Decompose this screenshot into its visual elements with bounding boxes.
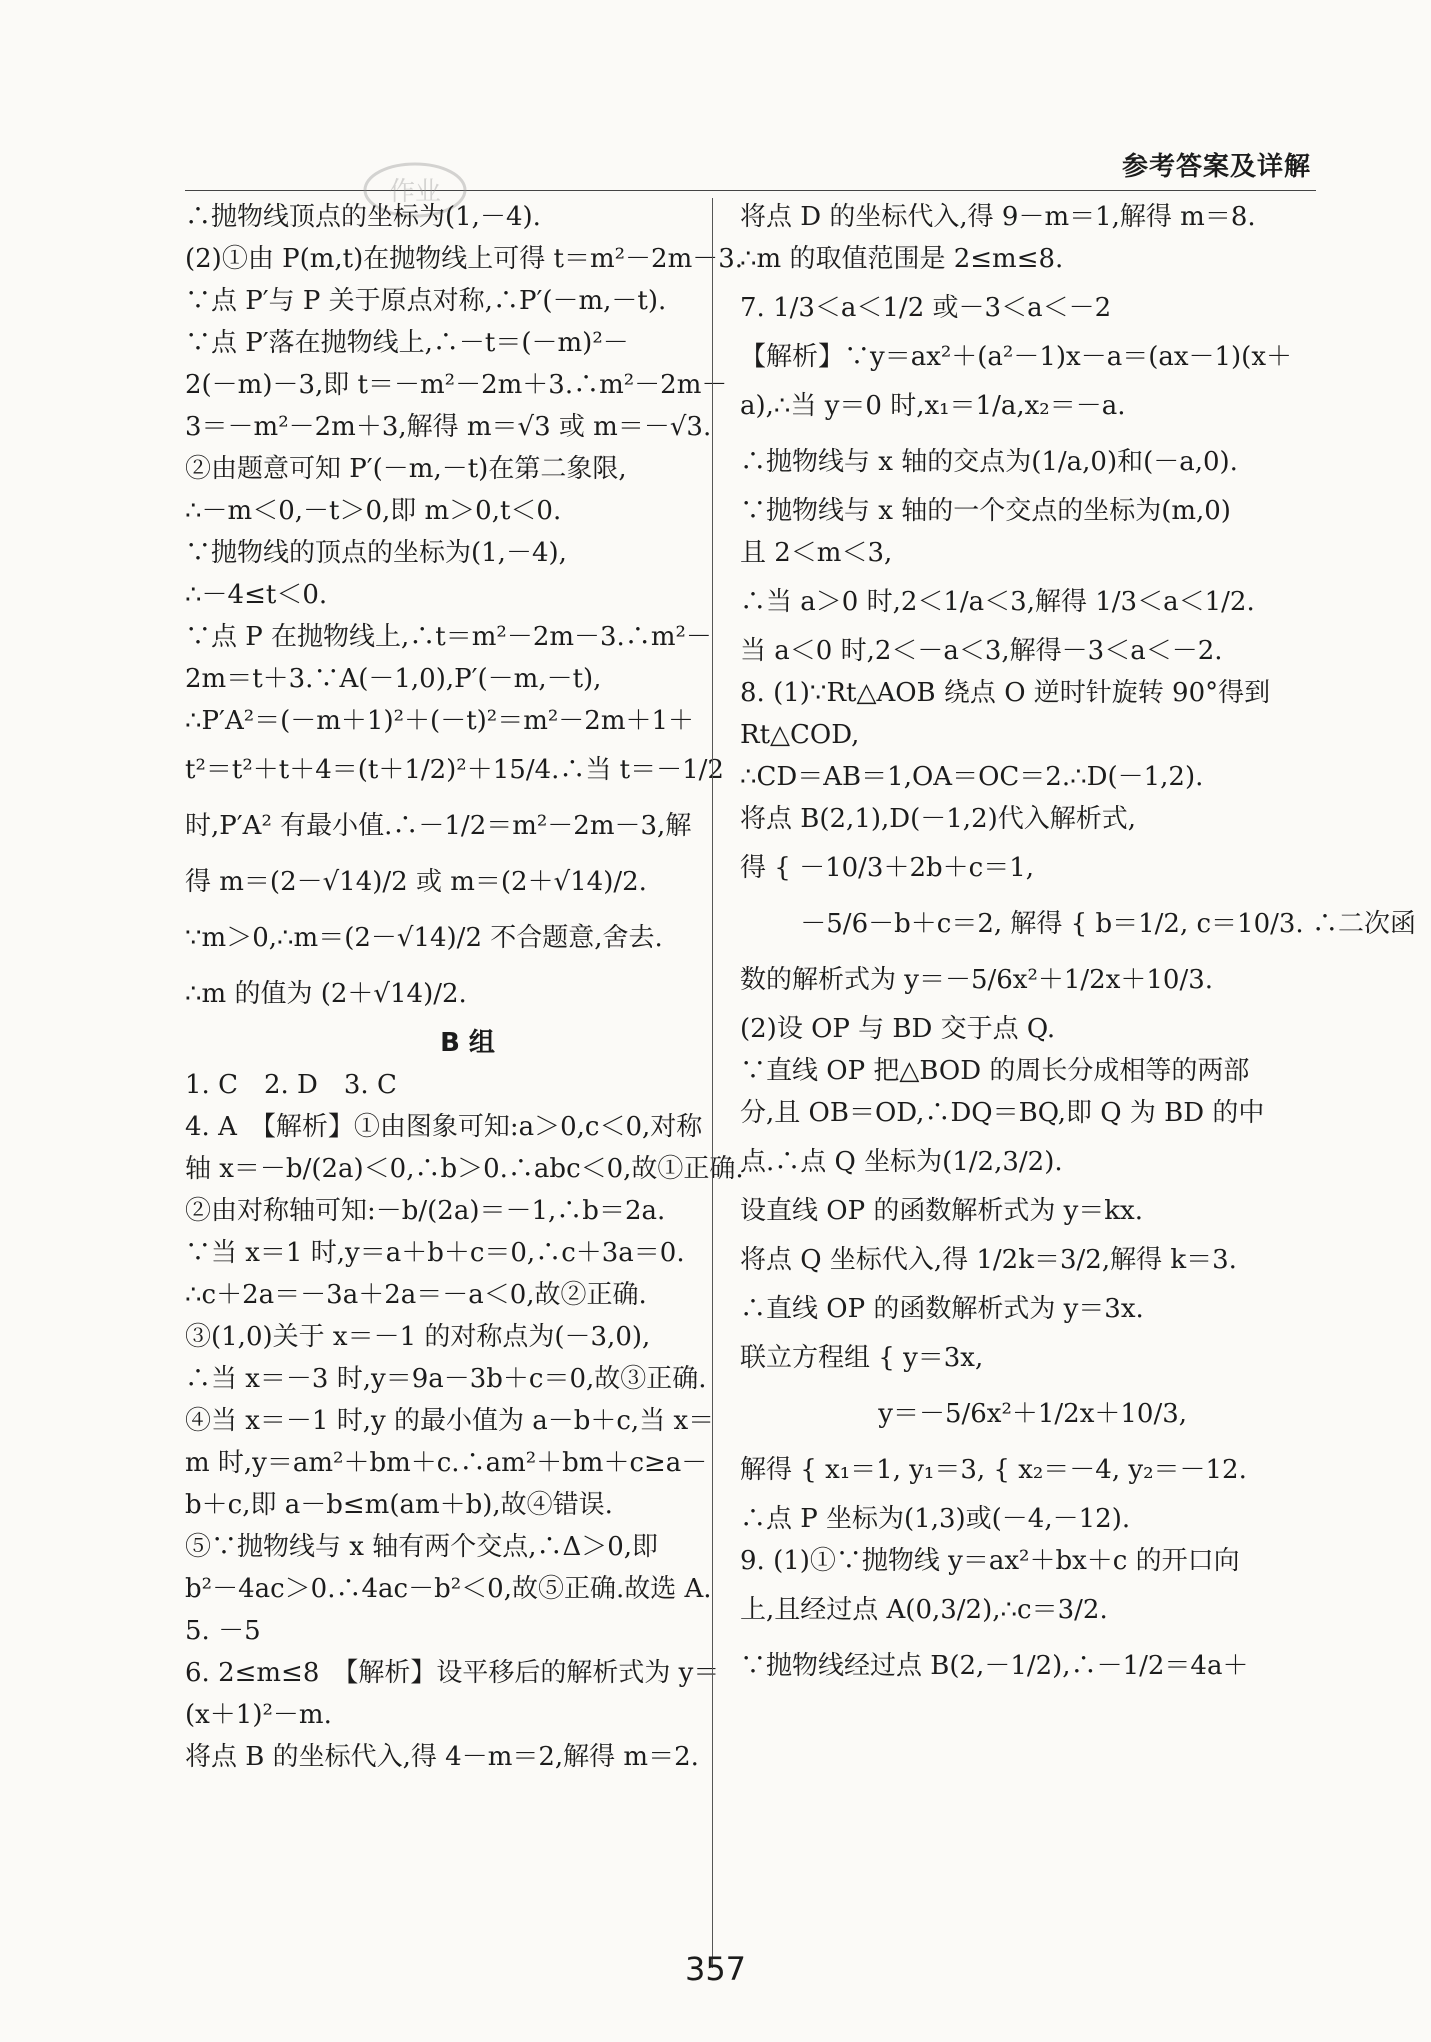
header-rule [185,190,1316,191]
text-line: t²＝t²＋t＋4＝(t＋1/2)²＋15/4.∴当 t＝－1/2 [185,755,724,785]
text-line: 设直线 OP 的函数解析式为 y＝kx. [740,1196,1143,1226]
section-title: B 组 [440,1028,495,1058]
right-column [740,196,1416,1694]
text-line: ∴CD＝AB＝1,OA＝OC＝2.∴D(－1,2). [740,762,1204,792]
text-line: 6. 2≤m≤8 【解析】设平移后的解析式为 y＝ [185,1658,720,1688]
text-line: b＋c,即 a－b≤m(am＋b),故④错误. [185,1490,613,1520]
text-line: ∵直线 OP 把△BOD 的周长分成相等的两部 [740,1056,1250,1086]
text-line: 当 a＜0 时,2＜－a＜3,解得－3＜a＜－2. [740,636,1223,666]
text-line: 将点 B(2,1),D(－1,2)代入解析式, [740,804,1137,834]
text-line: 将点 D 的坐标代入,得 9－m＝1,解得 m＝8. [740,202,1256,232]
text-line: 上,且经过点 A(0,3/2),∴c＝3/2. [740,1595,1108,1625]
page-header-title: 参考答案及详解 [1121,152,1311,182]
text-line: 2m＝t＋3.∵A(－1,0),P′(－m,－t), [185,664,602,694]
text-line: ∴－m＜0,－t＞0,即 m＞0,t＜0. [185,496,562,526]
text-line: (2)①由 P(m,t)在抛物线上可得 t＝m²－2m－3. [185,244,744,274]
text-line: 8. (1)∵Rt△AOB 绕点 O 逆时针旋转 90°得到 [740,678,1271,708]
text-line: 分,且 OB＝OD,∴DQ＝BQ,即 Q 为 BD 的中 [740,1098,1265,1128]
text-line: ∵当 x＝1 时,y＝a＋b＋c＝0,∴c＋3a＝0. [185,1238,685,1268]
text-line: ⑤∵抛物线与 x 轴有两个交点,∴Δ＞0,即 [185,1532,659,1562]
text-line: ∴抛物线与 x 轴的交点为(1/a,0)和(－a,0). [740,447,1238,477]
text-line: 4. A 【解析】①由图象可知:a＞0,c＜0,对称 [185,1112,703,1142]
watermark-stamp-text: 作业 [388,177,442,207]
text-line: ∵抛物线与 x 轴的一个交点的坐标为(m,0) [740,496,1231,526]
text-line: 【解析】∵y＝ax²＋(a²－1)x－a＝(ax－1)(x＋ [740,342,1292,372]
text-line: ∵点 P′落在抛物线上,∴－t＝(－m)²－ [185,328,629,358]
text-line: (2)设 OP 与 BD 交于点 Q. [740,1014,1056,1044]
text-line: (x＋1)²－m. [185,1700,332,1730]
text-line: 轴 x＝－b/(2a)＜0,∴b＞0.∴abc＜0,故①正确. [185,1154,744,1184]
text-line: 2(－m)－3,即 t＝－m²－2m＋3.∴m²－2m－ [185,370,728,400]
text-line: 将点 B 的坐标代入,得 4－m＝2,解得 m＝2. [185,1742,699,1772]
text-line: ∴点 P 坐标为(1,3)或(－4,－12). [740,1504,1131,1534]
text-line: ∴P′A²＝(－m＋1)²＋(－t)²＝m²－2m＋1＋ [185,706,695,736]
text-line: ③(1,0)关于 x＝－1 的对称点为(－3,0), [185,1322,651,1352]
text-line: ②由题意可知 P′(－m,－t)在第二象限, [185,454,627,484]
column-divider [712,198,713,1968]
text-line: ∴－4≤t＜0. [185,580,328,610]
text-line: 1. C 2. D 3. C [185,1070,397,1100]
text-line: 将点 Q 坐标代入,得 1/2k＝3/2,解得 k＝3. [740,1245,1237,1275]
text-line: a),∴当 y＝0 时,x₁＝1/a,x₂＝－a. [740,391,1126,421]
text-line: ∴直线 OP 的函数解析式为 y＝3x. [740,1294,1144,1324]
text-line: ∵抛物线经过点 B(2,－1/2),∴－1/2＝4a＋ [740,1651,1249,1681]
text-line: ∴m 的值为 (2＋√14)/2. [185,979,467,1009]
text-line: ∴c＋2a＝－3a＋2a＝－a＜0,故②正确. [185,1280,647,1310]
text-line: ∵抛物线的顶点的坐标为(1,－4), [185,538,567,568]
text-line: ∵点 P′与 P 关于原点对称,∴P′(－m,－t). [185,286,667,316]
text-line: ∴当 a＞0 时,2＜1/a＜3,解得 1/3＜a＜1/2. [740,587,1255,617]
text-line: ∵点 P 在抛物线上,∴t＝m²－2m－3.∴m²－ [185,622,712,652]
text-line: 点.∴点 Q 坐标为(1/2,3/2). [740,1147,1063,1177]
text-line: 3＝－m²－2m＋3,解得 m＝√3 或 m＝－√3. [185,412,712,442]
text-line: ∵m＞0,∴m＝(2－√14)/2 不合题意,舍去. [185,923,663,953]
text-line: 5. －5 [185,1616,261,1646]
text-line: 得 m＝(2－√14)/2 或 m＝(2＋√14)/2. [185,867,647,897]
text-line: ④当 x＝－1 时,y 的最小值为 a－b＋c,当 x＝ [185,1406,715,1436]
left-column [185,196,750,1778]
text-line: y＝－5/6x²＋1/2x＋10/3, [740,1399,1188,1429]
text-line: 9. (1)①∵抛物线 y＝ax²＋bx＋c 的开口向 [740,1546,1240,1576]
text-line: ∴m 的取值范围是 2≤m≤8. [740,244,1064,274]
text-line: 得 { －10/3＋2b＋c＝1, [740,853,1035,883]
text-line: －5/6－b＋c＝2, 解得 { b＝1/2, c＝10/3. ∴二次函 [740,909,1416,939]
text-line: b²－4ac＞0.∴4ac－b²＜0,故⑤正确.故选 A. [185,1574,712,1604]
text-line: 数的解析式为 y＝－5/6x²＋1/2x＋10/3. [740,965,1214,995]
text-line: ∴当 x＝－3 时,y＝9a－3b＋c＝0,故③正确. [185,1364,707,1394]
text-line: Rt△COD, [740,720,860,750]
text-line: 解得 { x₁＝1, y₁＝3, { x₂＝－4, y₂＝－12. [740,1455,1247,1485]
page-number: 357 [684,1950,747,1988]
text-line: 7. 1/3＜a＜1/2 或－3＜a＜－2 [740,293,1112,323]
text-line: 且 2＜m＜3, [740,538,893,568]
text-line: m 时,y＝am²＋bm＋c.∴am²＋bm＋c≥a－ [185,1448,708,1478]
text-line: 联立方程组 { y＝3x, [740,1343,984,1373]
text-line: ∴抛物线顶点的坐标为(1,－4). [185,202,541,232]
text-line: 时,P′A² 有最小值.∴－1/2＝m²－2m－3,解 [185,811,692,841]
text-line: ②由对称轴可知:－b/(2a)＝－1,∴b＝2a. [185,1196,666,1226]
